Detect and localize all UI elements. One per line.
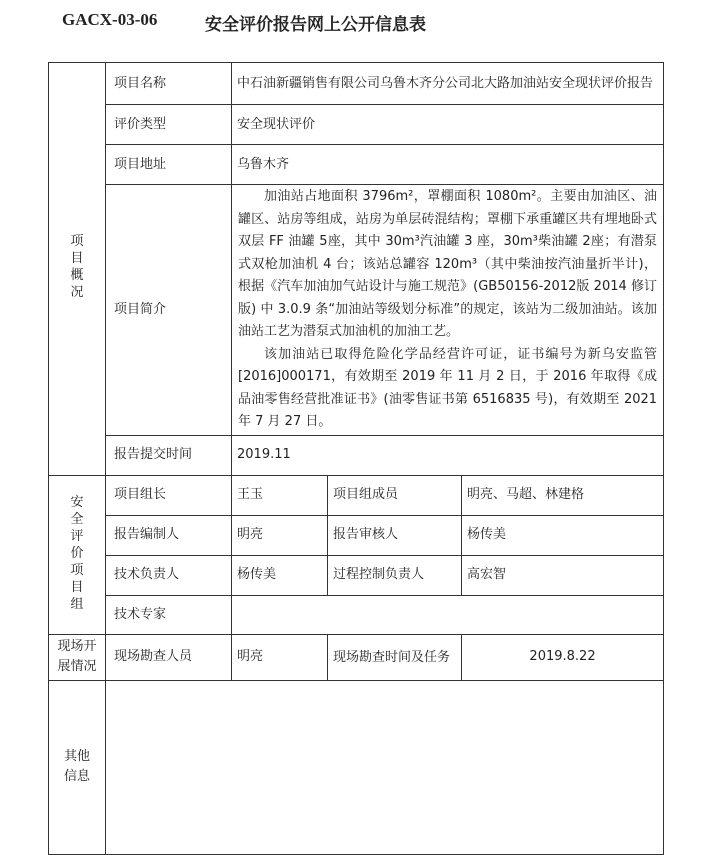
process-control-label: 过程控制负责人 <box>328 555 462 595</box>
members-value: 明亮、马超、林建格 <box>462 475 664 515</box>
section-overview <box>49 63 106 476</box>
leader-value: 王玉 <box>232 475 328 515</box>
tech-lead-value: 杨传美 <box>232 555 328 595</box>
table-row <box>49 185 664 436</box>
section-other <box>49 680 106 854</box>
members-label: 项目组成员 <box>328 475 462 515</box>
eval-type-label: 评价类型 <box>106 105 232 145</box>
section-team <box>49 475 106 634</box>
time-task-label: 现场勘查时间及任务 <box>328 634 462 680</box>
table-row <box>49 634 664 680</box>
intro-value <box>232 185 664 436</box>
reviewer-value: 杨传美 <box>462 515 664 555</box>
author-label: 报告编制人 <box>106 515 232 555</box>
table-row <box>49 63 664 105</box>
other-info-value <box>106 680 664 854</box>
section-label: 现场开展情况 <box>57 638 97 674</box>
document-title: 安全评价报告网上公开信息表 <box>205 15 426 35</box>
project-name-label: 项目名称 <box>106 63 232 105</box>
document-code: GACX-03-06 <box>62 10 158 29</box>
section-label: 安全评价项目组 <box>70 494 84 612</box>
process-control-value: 高宏智 <box>462 555 664 595</box>
expert-value <box>232 595 664 634</box>
table-row <box>49 555 664 595</box>
section-field <box>49 634 106 680</box>
table-row <box>49 145 664 185</box>
intro-label: 项目简介 <box>106 185 232 436</box>
table-row <box>49 680 664 854</box>
tech-lead-label: 技术负责人 <box>106 555 232 595</box>
leader-label: 项目组长 <box>106 475 232 515</box>
table-row <box>49 435 664 475</box>
submit-time-label: 报告提交时间 <box>106 435 232 475</box>
address-label: 项目地址 <box>106 145 232 185</box>
intro-paragraph-1: 加油站占地面积 3796m²，罩棚面积 1080m²。主要由加油区、油罐区、站房等组成，站房为单层砖混结构；罩棚下承重罐区共有埋地卧式双层 FF 油罐 5座，其中 30m³汽油罐 3 座，30m³柴油罐 2座；有潜泵式双枪加油机 4 台；该站总罐容 120m³（其中柴油按汽油量折半计)，根据《汽车加油加气站设计与施工规范》(GB50156-2012版 2014 修订版) 中 3.0.9 条“加油站等级划分标准”的规定，该站为二级加油站。该加油站工艺为潜泵式加油机的加油工艺。 <box>238 189 658 339</box>
document-header <box>0 0 711 48</box>
expert-label: 技术专家 <box>106 595 232 634</box>
eval-type-value: 安全现状评价 <box>232 105 664 145</box>
section-label: 其他信息 <box>63 748 90 784</box>
reviewer-label: 报告审核人 <box>328 515 462 555</box>
section-label: 项目概况 <box>70 234 84 301</box>
table-row <box>49 595 664 634</box>
inspection-date-value: 2019.8.22 <box>462 634 664 680</box>
table-row <box>49 515 664 555</box>
table-row <box>49 105 664 145</box>
submit-time-value: 2019.11 <box>232 435 664 475</box>
disclosure-table <box>48 62 664 855</box>
address-value: 乌鲁木齐 <box>232 145 664 185</box>
table-row <box>49 475 664 515</box>
inspector-value: 明亮 <box>232 634 328 680</box>
intro-paragraph-2: 该加油站已取得危险化学品经营许可证，证书编号为新乌安监管[2016]000171，有效期至 2019 年 11 月 2 日，于 2016 年取得《成品油零售经营批准证书》(油零售证书第 6516835 号)，有效期至 2021 年 7 月 27 日。 <box>238 346 658 429</box>
inspector-label: 现场勘查人员 <box>106 634 232 680</box>
project-name-value: 中石油新疆销售有限公司乌鲁木齐分公司北大路加油站安全现状评价报告 <box>232 63 664 105</box>
author-value: 明亮 <box>232 515 328 555</box>
